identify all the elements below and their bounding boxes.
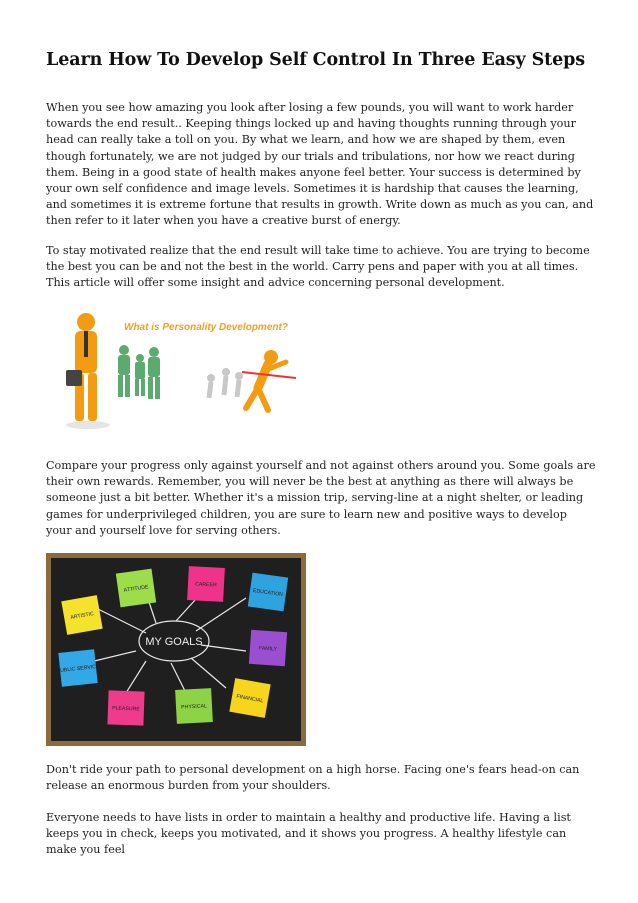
sticky-note-label: CAREER — [194, 581, 217, 589]
sticky-note-financial — [229, 678, 270, 718]
sticky-note-pleasure — [107, 690, 144, 725]
my-goals-chalkboard-image — [46, 553, 306, 746]
personality-development-illustration — [46, 300, 306, 435]
sticky-note-label: PLEASURE — [112, 705, 140, 713]
sticky-note-label: FAMILY — [258, 645, 278, 653]
sticky-note-career — [187, 566, 225, 602]
figure1-caption: What is Personality Development? — [124, 322, 288, 333]
sticky-note-label: ATTITUDE — [123, 584, 149, 594]
sticky-note-label: FINANCIAL — [235, 693, 264, 705]
sticky-note-public-service — [55, 649, 102, 687]
paragraph-1: When you see how amazing you look after losing a few pounds, you will want to work harder towards the end result.. Keeping things locked up and having thoughts running through your head can really take a toll on you. By what we learn, and how we are shaped by them, even though fortunately, we are not judged by our trials and tribulations, nor how we react during them. Being in a good state of health makes anyone feel better. Your success is determined by your own self confidence and image levels. Sometimes it is hardship that causes the learning, and sometimes it is extreme fortune that results in growth. Write down as much as you can, and then refer to it later when you have a creative burst of energy. — [46, 101, 594, 228]
paragraph-4: Don't ride your path to personal development on a high horse. Facing one's fears head-on can release an enormous burden from your shoulders. — [46, 763, 580, 793]
sticky-note-physical — [175, 688, 213, 724]
sticky-note-label: ARTISTIC — [70, 610, 95, 621]
paragraph-3: Compare your progress only against yourself and not against others around you. Some goals are their own rewards. Remember, you will never be the best at anything as there will always be someone just a bit better. Whether it's a mission trip, serving-line at a night shelter, or leading games for underprivileged children, you are sure to learn new and positive ways to develop your and yourself love for serving others. — [46, 459, 596, 537]
sticky-note-artistic — [61, 595, 102, 635]
sticky-note-label: PUBLIC SERVICE — [56, 663, 100, 675]
sticky-note-label: PHYSICAL — [181, 703, 208, 711]
page-title: Learn How To Develop Self Control In Three Easy Steps — [46, 50, 586, 70]
goals-center-label: MY GOALS — [145, 636, 203, 648]
sticky-note-attitude — [116, 569, 156, 608]
paragraph-5: Everyone needs to have lists in order to maintain a healthy and productive life. Having a list keeps you in check, keeps you motivated, and it shows you progress. A healthy lifestyle can make you feel — [46, 811, 571, 857]
sticky-note-family — [249, 630, 287, 666]
paragraph-2: To stay motivated realize that the end result will take time to achieve. You are trying to become the best you can be and not the best in the world. Carry pens and paper with you at all times. This article will offer some insight and advice concerning personal development. — [46, 244, 590, 290]
sticky-note-education — [248, 573, 288, 612]
sticky-note-label: EDUCATION — [252, 587, 284, 599]
